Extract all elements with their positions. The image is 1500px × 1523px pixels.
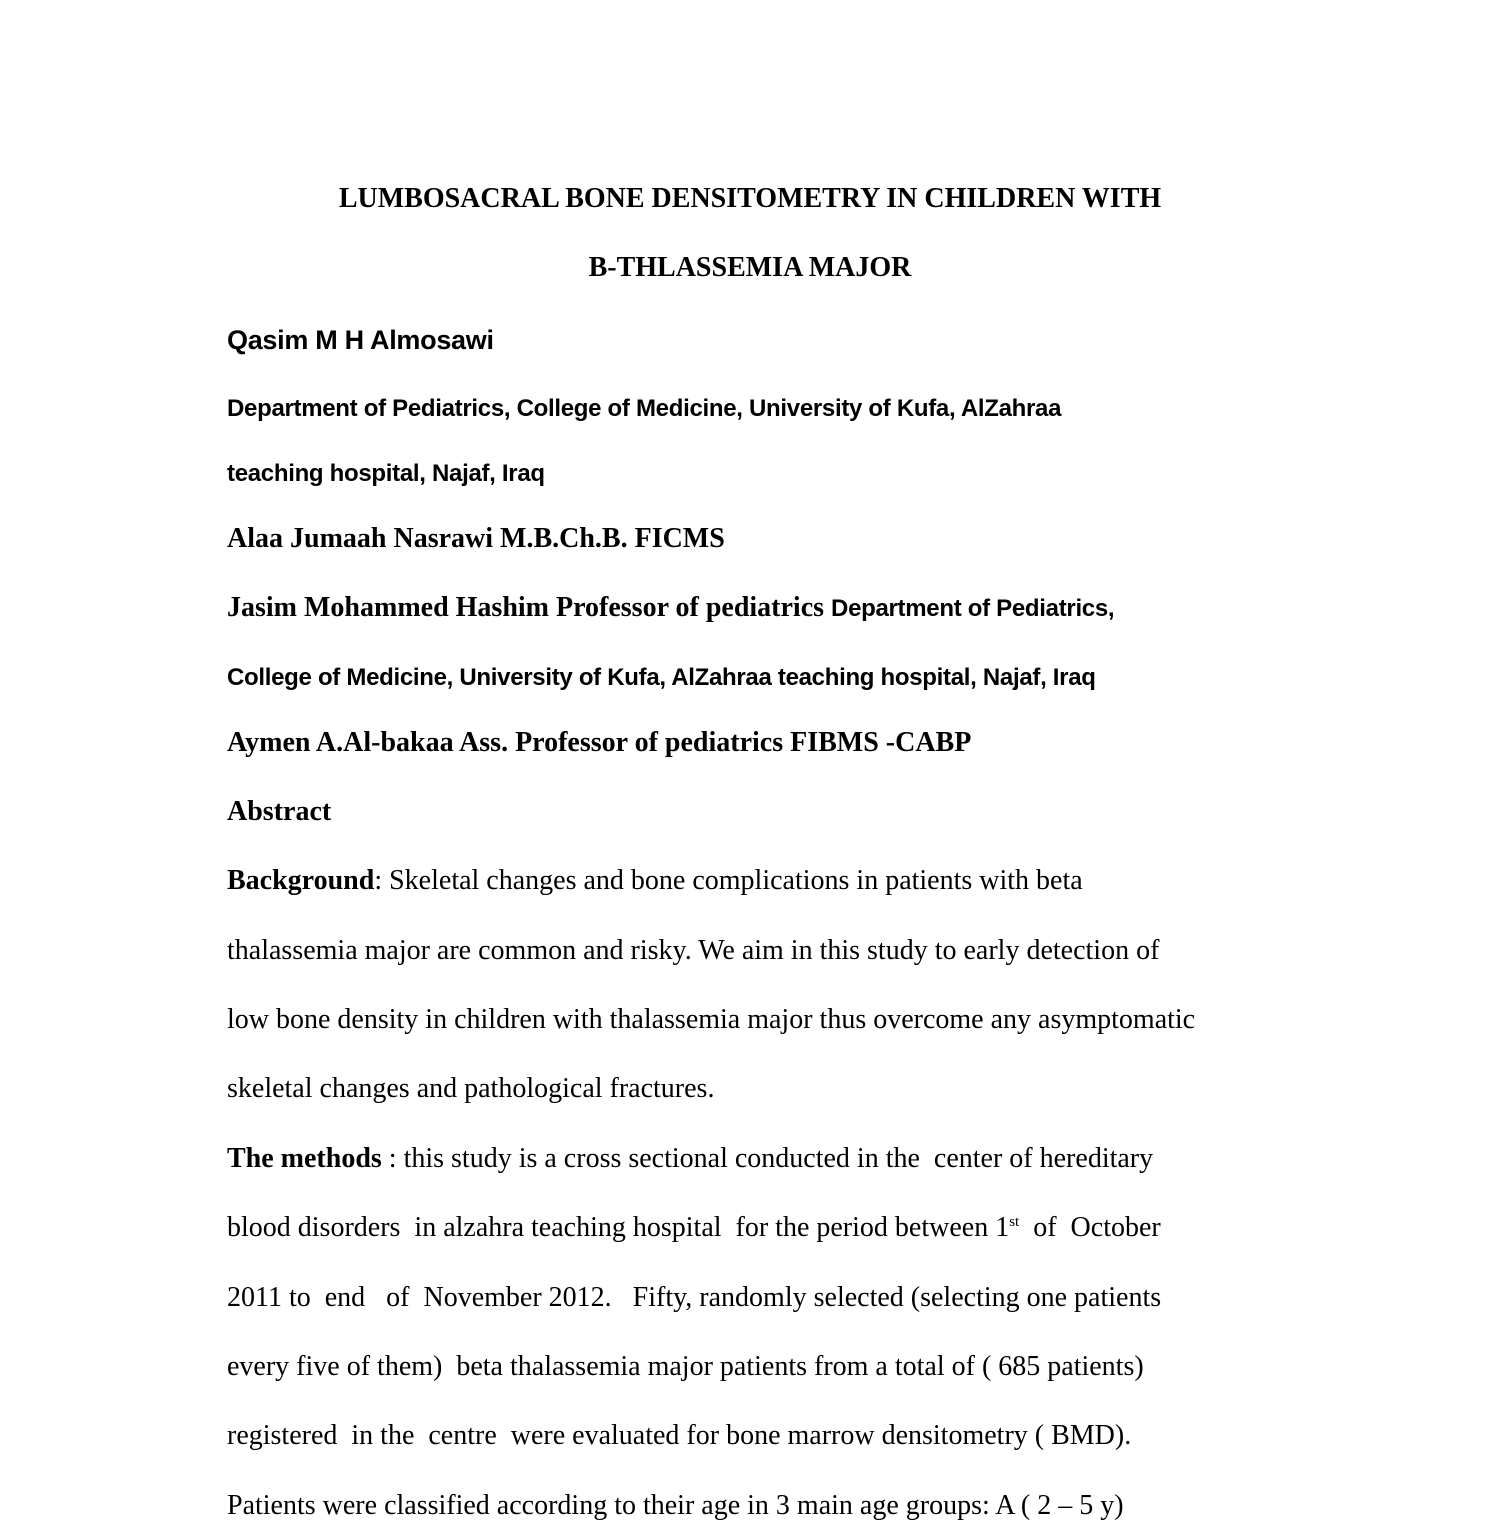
background-label: Background xyxy=(227,865,375,896)
methods-text: blood disorders in alzahra teaching hospital for the period between 1 xyxy=(227,1212,1010,1243)
author-3-affiliation: Department of Pediatrics, xyxy=(831,595,1115,622)
methods-line-4: every five of them) beta thalassemia major patients from a total of ( 685 patients) xyxy=(227,1351,1144,1382)
methods-line-6-clipped: Patients were classified according to their age in 3 main age groups: A ( 2 – 5 y) xyxy=(227,1490,1124,1521)
superscript: st xyxy=(1009,1214,1020,1230)
author-2: Alaa Jumaah Nasrawi M.B.Ch.B. FICMS xyxy=(227,523,725,554)
methods-line-5: registered in the centre were evaluated for bone marrow densitometry ( BMD). xyxy=(227,1420,1132,1451)
methods-line-3: 2011 to end of November 2012. Fifty, randomly selected (selecting one patients xyxy=(227,1282,1162,1313)
author-4: Aymen A.Al-bakaa Ass. Professor of pediatrics FIBMS -CABP xyxy=(227,727,972,758)
abstract-heading: Abstract xyxy=(227,796,332,827)
author-1-affiliation-line-1: Department of Pediatrics, College of Medicine, University of Kufa, AlZahraa xyxy=(227,395,1062,422)
methods-line-1 xyxy=(227,1142,1153,1176)
background-line-2: thalassemia major are common and risky. We aim in this study to early detection of xyxy=(227,935,1160,966)
background-line-4: skeletal changes and pathological fractures. xyxy=(227,1073,715,1104)
methods-line-2 xyxy=(227,1211,1161,1245)
paper-title-line-1: LUMBOSACRAL BONE DENSITOMETRY IN CHILDREN WITH xyxy=(338,183,1162,214)
author-3-line xyxy=(227,591,1114,626)
methods-text: : this study is a cross sectional conducted in the center of hereditary xyxy=(381,1143,1154,1174)
methods-text: of October xyxy=(1019,1212,1161,1243)
background-line-1 xyxy=(227,864,1083,898)
author-1-name: Qasim M H Almosawi xyxy=(227,325,494,355)
methods-label: The methods xyxy=(227,1143,382,1174)
author-3-affiliation-line-2: College of Medicine, University of Kufa, AlZahraa teaching hospital, Najaf, Iraq xyxy=(227,664,1096,691)
background-line-3: low bone density in children with thalassemia major thus overcome any asymptomatic xyxy=(227,1004,1196,1035)
background-text: : Skeletal changes and bone complications in patients with beta xyxy=(374,865,1083,896)
paper-title-line-2: B-THLASSEMIA MAJOR xyxy=(588,252,912,283)
author-1-affiliation-line-2: teaching hospital, Najaf, Iraq xyxy=(227,460,545,487)
author-3-name: Jasim Mohammed Hashim Professor of pediatrics xyxy=(227,592,832,623)
